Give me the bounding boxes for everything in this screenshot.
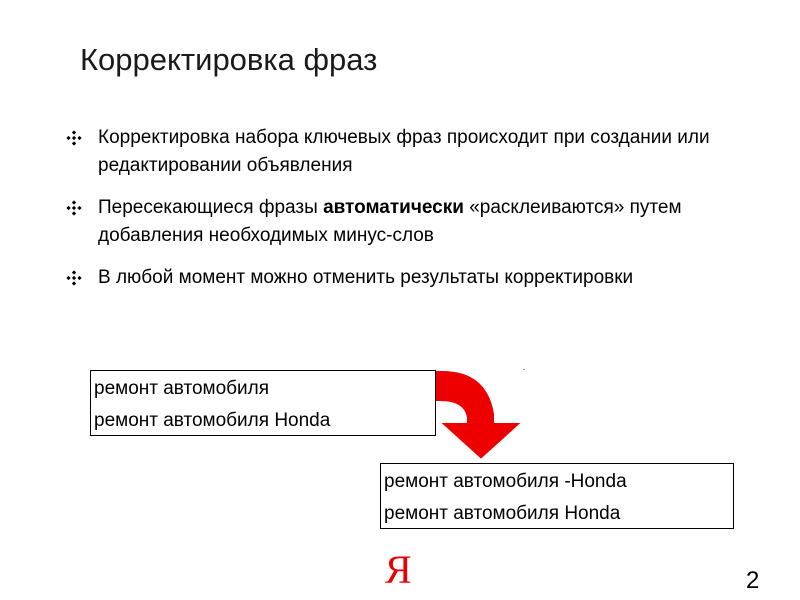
phrase-line: ремонт автомобиля <box>94 378 270 399</box>
diamond-bullet-icon <box>66 270 82 286</box>
phrase-line: ремонт автомобиля Honda <box>94 410 331 431</box>
bullet-text-before: Пересекающиеся фразы <box>98 197 324 218</box>
bullet-list <box>66 124 726 306</box>
slide-title: Корректировка фраз <box>80 42 378 77</box>
stray-dot <box>523 369 525 370</box>
diamond-bullet-icon <box>66 200 82 216</box>
original-phrases-box <box>90 370 436 436</box>
bullet-text: Корректировка набора ключевых фраз происходит при создании или редактировании объявления <box>98 127 710 176</box>
corrected-phrases-box <box>380 463 734 529</box>
bullet-item-1 <box>66 124 726 180</box>
bullet-text <box>98 197 682 246</box>
page-number: 2 <box>746 567 760 594</box>
diamond-bullet-icon <box>66 130 82 146</box>
bullet-text-bold: автоматически <box>323 197 464 218</box>
bullet-item-3 <box>66 264 726 292</box>
phrase-line: ремонт автомобиля -Honda <box>384 471 627 492</box>
bullet-item-2 <box>66 194 726 250</box>
bullet-text: В любой момент можно отменить результаты корректировки <box>98 267 634 288</box>
phrase-line: ремонт автомобиля Honda <box>384 503 621 524</box>
bullet-text-after: «расклеиваются» путем добавления необходимых минус-слов <box>98 197 682 246</box>
yandex-logo: Я <box>385 547 412 592</box>
